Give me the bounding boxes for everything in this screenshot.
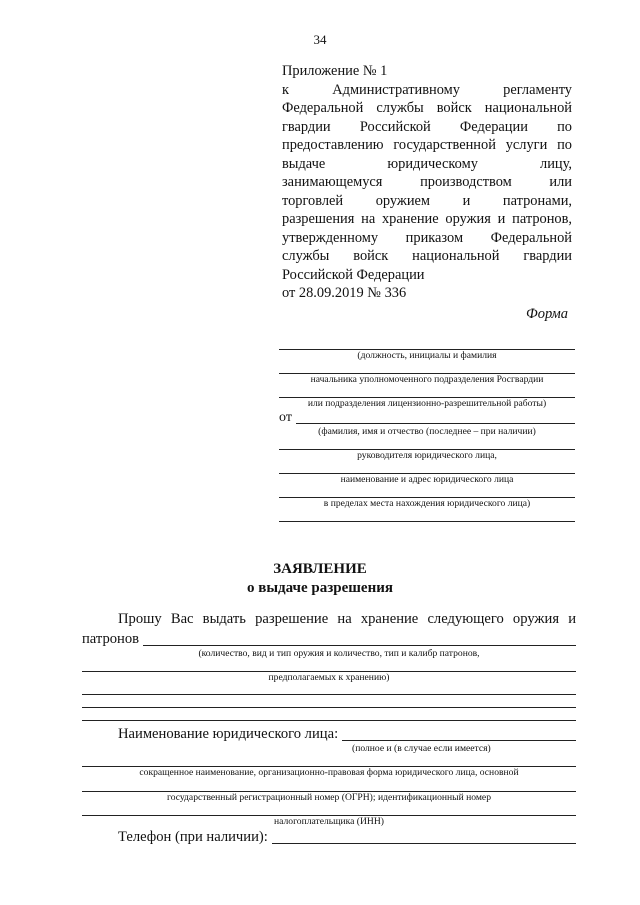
legal-entity-input-line-2[interactable] [82, 755, 576, 767]
legal-entity-input-line[interactable] [342, 740, 576, 741]
appendix-line: утвержденному приказом Федеральной [282, 229, 572, 246]
weapons-input-line-3[interactable] [82, 684, 576, 695]
appendix-line: разрешения на хранение оружия и патронов, [282, 211, 572, 227]
legal-entity-caption: государственный регистрационный номер (ОГРН); идентификационный номер [167, 792, 491, 803]
legal-entity-caption: сокращенное наименование, организационно-правовая форма юридического лица, основной [139, 767, 519, 778]
addressee-caption: (должность, инициалы и фамилия [357, 350, 497, 361]
appendix-line: гвардии Российской Федерации по [282, 118, 572, 135]
form-label: Форма [526, 306, 568, 322]
legal-entity-caption: (полное и (в случае если имеется) [352, 743, 491, 754]
appendix-approval-block [282, 62, 572, 303]
phone-label: Телефон (при наличии): [118, 829, 268, 845]
document-title [0, 560, 640, 598]
appendix-line: к Административному регламенту [282, 81, 572, 98]
appendix-line: Приложение № 1 [282, 63, 388, 79]
weapons-input-line-5[interactable] [82, 708, 576, 721]
appendix-line: от 28.09.2019 № 336 [282, 285, 407, 301]
addressee-caption: (фамилия, имя и отчество (последнее – при наличии) [318, 426, 536, 437]
weapons-input-line-4[interactable] [82, 695, 576, 708]
addressee-position-line-2[interactable] [279, 362, 575, 374]
addressee-position-line-3[interactable] [279, 386, 575, 398]
appendix-line: Российской Федерации [282, 266, 425, 283]
weapons-input-line-2[interactable] [82, 660, 576, 672]
applicant-head-line[interactable] [279, 438, 575, 450]
request-text-line2: патронов [82, 631, 140, 647]
legal-entity-caption: налогоплательщика (ИНН) [274, 816, 384, 827]
addressee-caption: руководителя юридического лица, [357, 450, 497, 461]
appendix-line: занимающемуся производством или [282, 174, 572, 190]
applicant-address-line[interactable] [279, 486, 575, 498]
appendix-line: торговлей оружием и патронами, [282, 192, 572, 209]
title-main: ЗАЯВЛЕНИЕ [273, 561, 367, 577]
from-label: от [279, 410, 292, 425]
request-text-line1: Прошу Вас выдать разрешение на хранение следующего оружия и [118, 611, 576, 627]
appendix-line: Федеральной службы войск национальной [282, 100, 572, 116]
appendix-line: выдаче юридическому лицу, [282, 155, 572, 172]
legal-entity-row [82, 721, 576, 743]
application-body [82, 610, 576, 846]
applicant-address-line-2[interactable] [279, 510, 575, 522]
phone-input-line[interactable] [272, 843, 576, 844]
addressee-block [279, 332, 575, 522]
appendix-line: предоставлению государственной услуги по [282, 137, 572, 153]
weapons-caption: (количество, вид и тип оружия и количество, тип и калибр патронов, [198, 648, 480, 659]
page-number: 34 [313, 32, 327, 47]
addressee-caption: или подразделения лицензионно-разрешительной работы) [307, 398, 547, 409]
applicant-entity-line[interactable] [279, 462, 575, 474]
addressee-caption: в пределах места нахождения юридического лица) [323, 498, 531, 509]
addressee-caption: начальника уполномоченного подразделения Росгвардии [310, 374, 544, 385]
addressee-caption: наименование и адрес юридического лица [340, 474, 514, 485]
addressee-position-line[interactable] [279, 332, 575, 350]
applicant-name-line[interactable] [296, 423, 575, 424]
title-sub: о выдаче разрешения [246, 580, 393, 596]
weapons-input-line[interactable] [143, 645, 576, 646]
legal-entity-input-line-4[interactable] [82, 804, 576, 816]
cartridges-row [82, 629, 576, 648]
from-row [279, 410, 575, 426]
weapons-caption: предполагаемых к хранению) [268, 672, 390, 683]
legal-entity-input-line-3[interactable] [82, 779, 576, 792]
legal-entity-label: Наименование юридического лица: [118, 726, 339, 742]
appendix-line: службы войск национальной гвардии [282, 248, 572, 264]
phone-row [82, 828, 576, 846]
